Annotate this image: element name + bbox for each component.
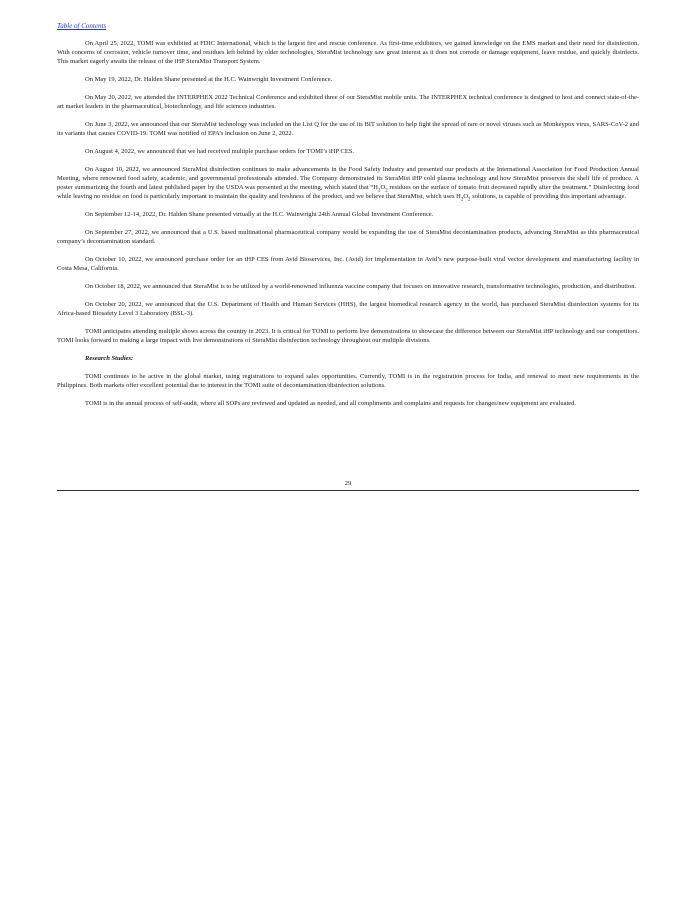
paragraph-influenza-vaccine: On October 18, 2022, we announced that SteraMist is to be utilized by a world-renowned influenza vaccine company that focuses on innovative research, transformative technologies, production, and distribution. bbox=[85, 283, 637, 290]
food-safety-text-4: O bbox=[463, 193, 469, 200]
document-page bbox=[57, 22, 639, 417]
paragraph-self-audit: TOMI is in the annual process of self-audit, where all SOPs are reviewed and updated as needed, and all compliments and complains and requests for changes/new equipment are evaluated. bbox=[85, 400, 577, 407]
food-safety-text-1: On August 10, 2022, we announced SteraMist disinfection continues to make advancements in the Food Safety Industry and presented our products at the International Association for Food Production Annual Meeting, where renowned food safety, academic, and governmental professionals attended. The Company demonstrated its SteraMist iHP cold plasma technology and how SteraMist preserves the shelf life of produce. A poster summarizing the fourth and latest published paper by the USDA was presented at the meeting, which stated that “H bbox=[57, 166, 639, 191]
paragraph-september-conference: On September 12-14, 2022, Dr. Halden Shane presented virtually at the H.C. Wainwright 24th Annual Global Investment Conference. bbox=[85, 211, 434, 218]
paragraph-pharma-expansion: On September 27, 2022, we announced that a U.S. based multinational pharmaceutical company would be expanding the use of SteraMist decontamination products, advancing SteraMist as this pharmaceutical company’s decontamination standard. bbox=[57, 229, 639, 245]
subscript-2: 2 bbox=[385, 188, 388, 194]
table-of-contents-link[interactable]: Table of Contents bbox=[57, 22, 107, 30]
paragraph-hhs: On October 20, 2022, we announced that the U.S. Department of Health and Human Services (HHS), the largest biomedical research agency in the world, has purchased SteraMist disinfection systems for its Africa-based Biosafety Level 3 Laboratory (BSL-3). bbox=[57, 301, 639, 317]
research-studies-heading: Research Studies: bbox=[85, 355, 134, 362]
food-safety-text-3: residues on the surface of tomato fruit decreased rapidly after the treatment.” Disinfecting food while leaving no residue on food is particularly important to maintain the quality and freshness of the product, and we believe that SteraMist, which uses H bbox=[57, 184, 639, 200]
page-number: 29 bbox=[344, 480, 352, 487]
subscript-1: 2 bbox=[377, 188, 381, 194]
subscript-4: 2 bbox=[468, 197, 471, 203]
food-safety-text-2: O bbox=[380, 184, 386, 191]
paragraph-interphex: On May 20, 2022, we attended the INTERPHEX 2022 Technical Conference and exhibited three of our SteraMist mobile units. The INTERPHEX technical conference is designed to host and connect state-of-the-art market leaders in the pharmaceutical, biotechnology, and life sciences industries. bbox=[57, 94, 639, 110]
paragraph-fdic: On April 25, 2022, TOMI was exhibited at FDIC International, which is the largest fire and rescue conference. As first-time exhibitors, we gained knowledge on the EMS market and their need for disinfection. With concerns of corrosion, vehicle turnover time, and residues left behind by older technologies, SteraMist technology saw great interest as it does not corrode or damage equipment, leave residue, and quickly disinfects. This market eagerly awaits the release of the iHP SteraMist Transport System. bbox=[57, 40, 639, 65]
food-safety-text-5: solutions, is capable of providing this important advantage. bbox=[470, 193, 627, 200]
paragraph-shows-2023: TOMI anticipates attending multiple shows across the country in 2023. It is critical for TOMI to perform live demonstrations to showcase the difference between our SteraMist iHP technology and our competitors. TOMI looks forward to making a large impact with live demonstrations of SteraMist disinfection technology throughout our multiple divisions. bbox=[57, 328, 639, 344]
paragraph-registrations: TOMI continues to be active in the global market, using registrations to expand sales opportunities. Currently, TOMI is in the registration process for India, and renewal to meet new requirements in the Philippines. Both markets offer excellent potential due to interest in the TOMI suite of decontamination/disinfection solutions. bbox=[57, 373, 639, 389]
paragraph-food-safety bbox=[57, 165, 639, 201]
paragraph-may-19: On May 19, 2022, Dr. Halden Shane presented at the H.C. Wainwright Investment Conference. bbox=[85, 76, 333, 83]
paragraph-list-q: On June 3, 2022, we announced that our SteraMist technology was included on the List Q for the use of its BIT solution to help fight the spread of rare or novel viruses such as Monkeypox virus, SARS-CoV-2 and its variants that causes COVID-19. TOMI was notified of EPA’s inclusion on June 2, 2022. bbox=[57, 121, 639, 137]
footer-divider bbox=[57, 490, 639, 491]
paragraph-avid: On October 10, 2022, we announced purchase order for an iHP CES from Avid Bioservices, Inc. (Avid) for implementation in Avid’s new purpose-built viral vector development and manufacturing facility in Costa Mesa, California. bbox=[57, 256, 639, 272]
subscript-3: 2 bbox=[460, 197, 464, 203]
paragraph-purchase-orders: On August 4, 2022, we announced that we had received multiple purchase orders for TOMI’s iHP CES. bbox=[85, 148, 355, 155]
